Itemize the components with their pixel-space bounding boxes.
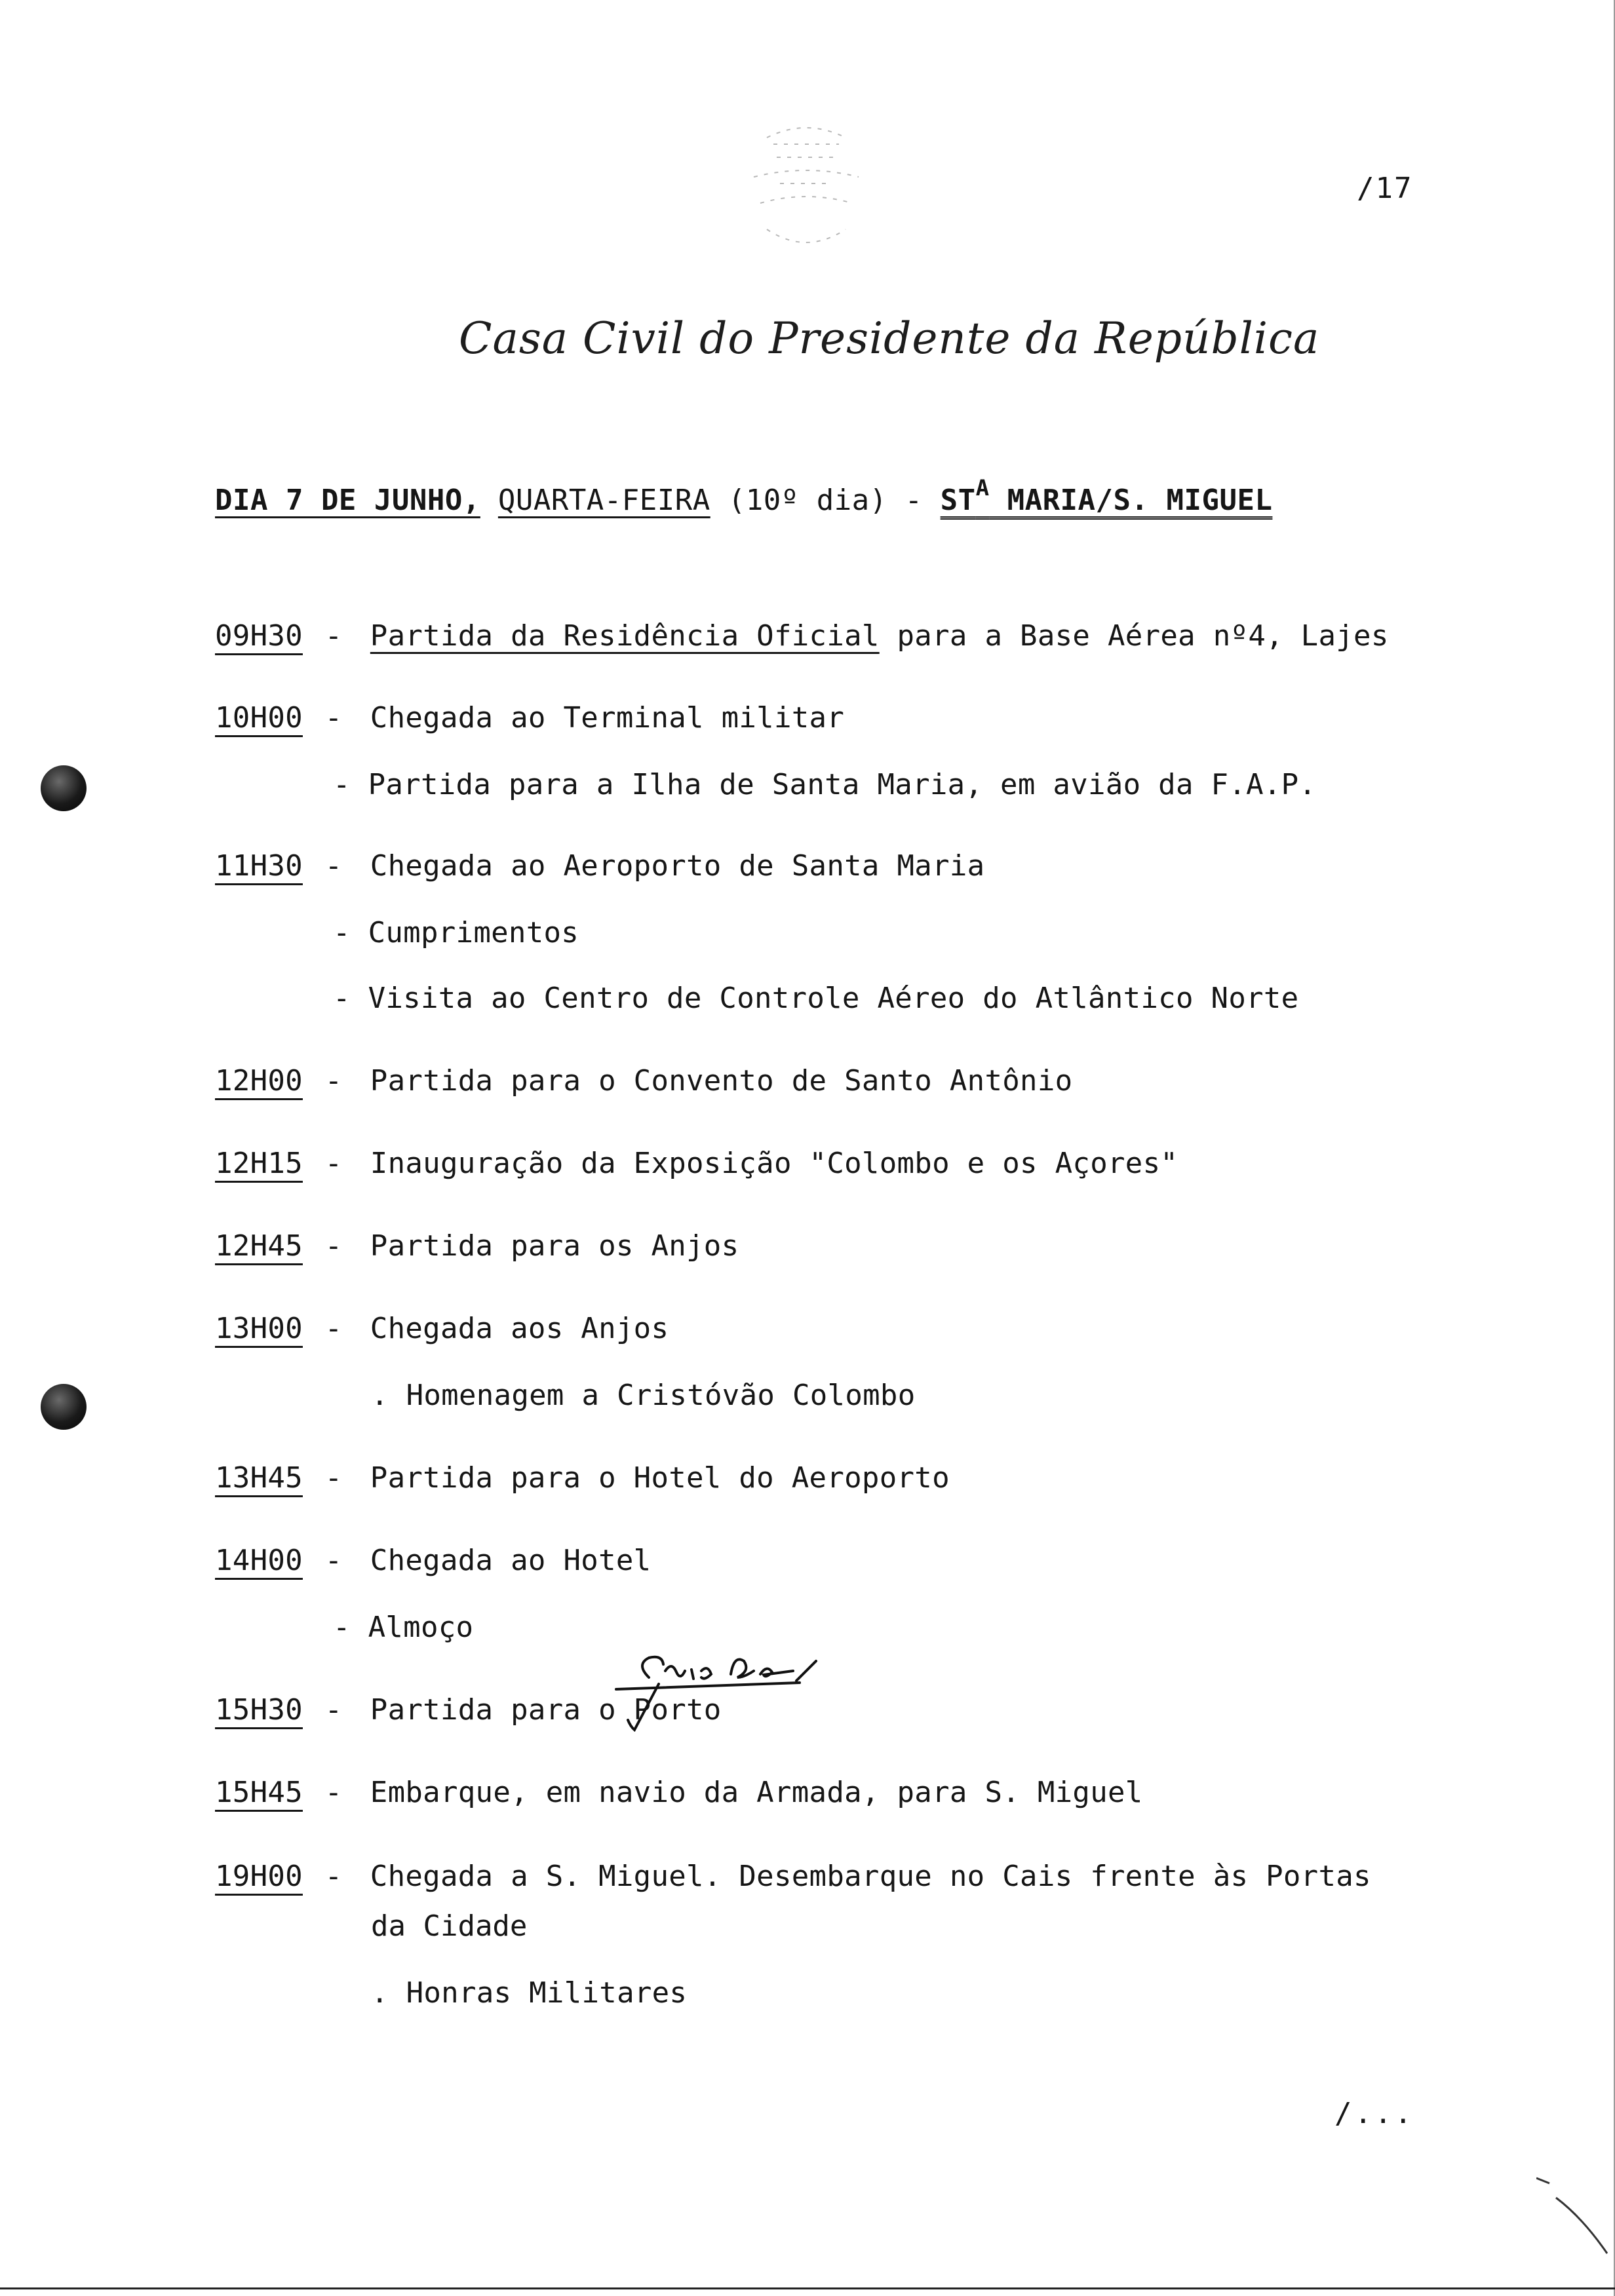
- schedule-text: Partida para o Porto: [370, 1693, 722, 1727]
- schedule-time: 13H00: [215, 1312, 303, 1345]
- schedule-row: 19H00 - Chegada a S. Miguel. Desembarque no Cais frente às Portas: [215, 1860, 1371, 1893]
- page-bottom-edge: [0, 2287, 1615, 2289]
- schedule-text: Partida para o Hotel do Aeroporto: [370, 1461, 950, 1495]
- schedule-time: 15H30: [215, 1693, 303, 1727]
- heading-st: ST: [940, 484, 976, 517]
- schedule-time: 12H15: [215, 1147, 303, 1180]
- page-number: /17: [1357, 172, 1413, 205]
- continuation-mark: /...: [1334, 2097, 1414, 2130]
- schedule-text: Cumprimentos: [368, 916, 579, 949]
- schedule-text: Chegada ao Aeroporto de Santa Maria: [370, 849, 985, 883]
- schedule-text: Chegada a S. Miguel. Desembarque no Cais frente às Portas: [370, 1860, 1371, 1893]
- schedule-text: Embarque, em navio da Armada, para S. Miguel: [370, 1776, 1143, 1809]
- schedule-row: 15H45 - Embarque, em navio da Armada, para S. Miguel: [215, 1776, 1143, 1809]
- heading-destination: [940, 475, 1273, 517]
- letterhead: Casa Civil do Presidente da República: [459, 313, 1320, 364]
- schedule-text: Partida para os Anjos: [370, 1229, 739, 1263]
- schedule-text: Partida da Residência Oficial: [370, 619, 880, 653]
- schedule-row: [371, 1379, 916, 1413]
- schedule-time: 12H00: [215, 1064, 303, 1098]
- schedule-text: Inauguração da Exposição "Colombo e os Açores": [370, 1147, 1178, 1180]
- crest-seal-icon: [741, 118, 872, 262]
- schedule-row: 12H15 - Inauguração da Exposição "Colombo e os Açores": [215, 1147, 1178, 1180]
- schedule-time: 15H45: [215, 1776, 303, 1809]
- schedule-text: . Honras Militares: [371, 1976, 688, 2010]
- schedule-row: - Almoço: [333, 1611, 474, 1644]
- schedule-row: - Cumprimentos: [333, 916, 579, 949]
- schedule-time: 09H30: [215, 619, 303, 653]
- day-heading: [215, 475, 1273, 517]
- heading-st-super: A: [975, 475, 990, 501]
- schedule-row: [371, 1976, 687, 2010]
- schedule-row: 11H30 - Chegada ao Aeroporto de Santa Maria: [215, 849, 985, 883]
- schedule-time: 19H00: [215, 1860, 303, 1893]
- schedule-text: Chegada ao Terminal militar: [370, 701, 845, 735]
- schedule-row: 12H45 - Partida para os Anjos: [215, 1229, 739, 1263]
- schedule-time: 12H45: [215, 1229, 303, 1263]
- schedule-row: - Visita ao Centro de Controle Aéreo do Atlântico Norte: [333, 982, 1299, 1015]
- punch-hole-bottom: [41, 1384, 87, 1430]
- schedule-text: Partida para a Ilha de Santa Maria, em avião da F.A.P.: [368, 768, 1317, 801]
- schedule-text: Partida para o Convento de Santo Antônio: [370, 1064, 1073, 1098]
- punch-hole-top: [41, 765, 87, 811]
- heading-space: [480, 484, 498, 517]
- schedule-text: Chegada ao Hotel: [370, 1544, 652, 1577]
- schedule-row: 12H00 - Partida para o Convento de Santo Antônio: [215, 1064, 1073, 1098]
- heading-weekday: QUARTA-FEIRA: [497, 484, 710, 517]
- schedule-text: Almoço: [368, 1611, 474, 1644]
- schedule-text: Chegada aos Anjos: [370, 1312, 669, 1345]
- corner-stroke-icon: [1536, 2172, 1608, 2257]
- schedule-time: 10H00: [215, 701, 303, 735]
- schedule-time: 11H30: [215, 849, 303, 883]
- heading-date: DIA 7 DE JUNHO,: [215, 484, 480, 517]
- handwritten-annotation-icon: [603, 1651, 826, 1736]
- schedule-row: 14H00 - Chegada ao Hotel: [215, 1544, 652, 1577]
- schedule-row: 15H30 - Partida para o Porto: [215, 1693, 722, 1727]
- schedule-row: 13H45 - Partida para o Hotel do Aeroporto: [215, 1461, 950, 1495]
- schedule-row: 13H00 - Chegada aos Anjos: [215, 1312, 669, 1345]
- schedule-row: 10H00 - Chegada ao Terminal militar: [215, 701, 845, 735]
- schedule-time: 14H00: [215, 1544, 303, 1577]
- schedule-text: . Homenagem a Cristóvão Colombo: [371, 1379, 916, 1412]
- schedule-text-rest: para a Base Aérea nº4, Lajes: [879, 619, 1389, 653]
- schedule-text-continuation: da Cidade: [371, 1909, 528, 1943]
- schedule-row: - Partida para a Ilha de Santa Maria, em avião da F.A.P.: [333, 768, 1317, 801]
- schedule-time: 13H45: [215, 1461, 303, 1495]
- heading-places: MARIA/S. MIGUEL: [989, 484, 1273, 517]
- heading-daynum: (10º dia) -: [710, 484, 941, 517]
- schedule-row: 09H30 - Partida da Residência Oficial para a Base Aérea nº4, Lajes: [215, 619, 1389, 653]
- schedule-text: Visita ao Centro de Controle Aéreo do Atlântico Norte: [368, 982, 1299, 1015]
